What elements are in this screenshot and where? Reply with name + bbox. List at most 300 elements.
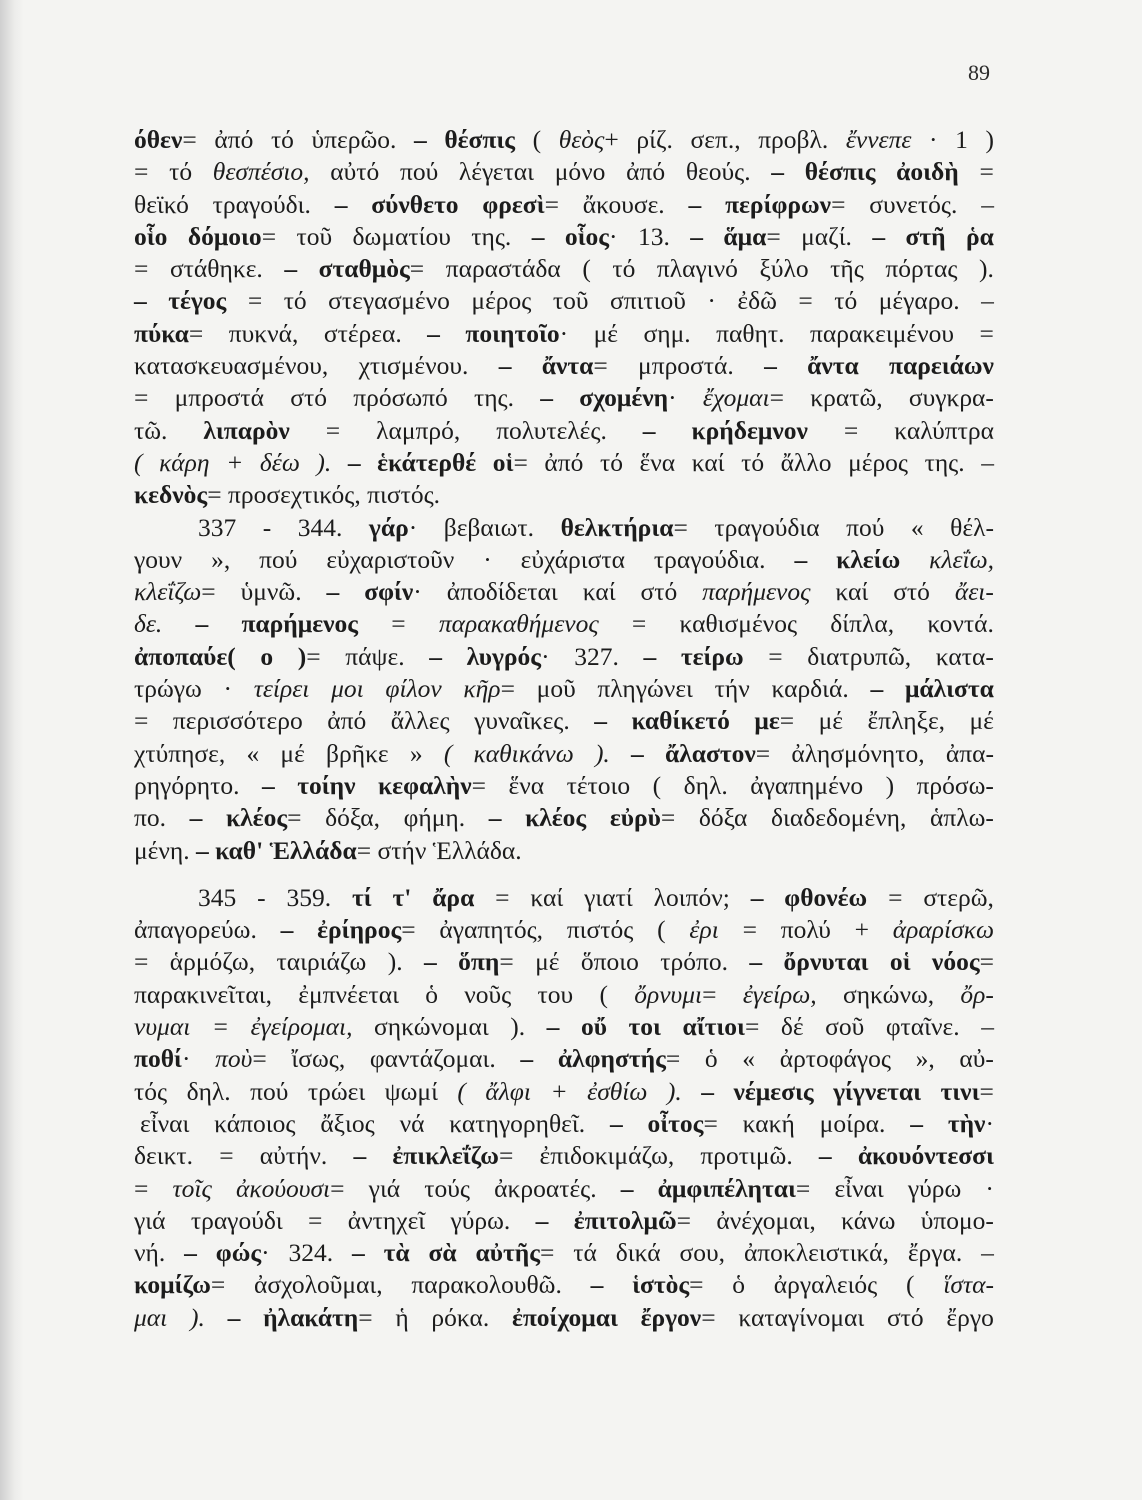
headword-fragment: –: [227, 1302, 241, 1332]
text-line: [134, 1237, 994, 1269]
headword-fragment: ἱστὸς: [632, 1270, 690, 1300]
text-fragment: =: [306, 641, 321, 671]
word: [450, 1205, 510, 1237]
text-fragment: τά: [573, 1238, 597, 1268]
word: [170, 253, 263, 285]
text-fragment: καθισμένος: [679, 609, 798, 639]
word: [890, 946, 911, 978]
headword-fragment: –: [764, 351, 777, 381]
text-fragment: δίπλα,: [830, 609, 895, 639]
word: [667, 1076, 682, 1108]
text-fragment: =: [188, 318, 204, 348]
word: [254, 673, 310, 705]
word: [917, 770, 994, 802]
text-fragment: ).: [510, 1012, 526, 1042]
text-fragment: λέγεται: [458, 157, 534, 187]
text-fragment: ἁρμόζω,: [169, 947, 256, 977]
word: [743, 914, 757, 946]
word: [447, 576, 558, 608]
word: [846, 512, 884, 544]
text-fragment: =: [495, 882, 510, 912]
text-fragment: ἀπό: [214, 125, 254, 154]
word: [805, 156, 876, 188]
word: [134, 1173, 148, 1205]
word: [378, 836, 427, 865]
word: [979, 156, 993, 188]
headword-fragment: –: [872, 221, 886, 251]
word: [791, 738, 924, 770]
word: [565, 221, 618, 253]
text-fragment: παρακινεῖται,: [134, 979, 272, 1009]
headword-fragment: –: [540, 383, 554, 413]
word: [640, 447, 676, 479]
word: [345, 641, 404, 673]
word: [981, 189, 994, 221]
paragraph-start-line: [134, 882, 994, 914]
text-fragment: παραστάδα: [445, 254, 561, 284]
text-fragment: μέ: [535, 947, 560, 977]
text-fragment: =: [498, 1141, 514, 1171]
text-fragment: πού: [250, 1076, 289, 1106]
text-fragment: =: [742, 915, 757, 945]
headword-fragment: –: [590, 1270, 604, 1300]
text-fragment: =: [703, 1108, 718, 1138]
text-fragment: ·: [261, 1238, 270, 1268]
word: [246, 738, 259, 770]
word: [496, 415, 607, 447]
word: [540, 382, 553, 414]
text-fragment: σπιτιοῦ: [609, 286, 686, 316]
word: [723, 221, 780, 253]
text-fragment: σηκώνω,: [842, 979, 935, 1009]
text-line: [134, 835, 994, 867]
headword-fragment: ὅπη: [458, 947, 500, 977]
text-fragment: ·: [483, 544, 492, 574]
text-fragment: ρίζ.: [636, 125, 673, 154]
text-fragment: καλύπτρα: [894, 415, 994, 445]
word: [489, 802, 502, 834]
word: [134, 189, 189, 221]
word: [467, 641, 550, 673]
text-fragment: =: [888, 882, 903, 912]
text-fragment: τέτοιο: [566, 770, 631, 800]
headword-fragment: κεδνὸς: [134, 480, 208, 510]
text-fragment: ὁ: [425, 979, 438, 1009]
word: [134, 156, 148, 188]
word: [376, 415, 460, 447]
headword-fragment: –: [688, 189, 702, 219]
word: [754, 705, 794, 737]
word: [319, 253, 425, 285]
word: [195, 608, 208, 640]
word: [780, 1043, 891, 1075]
word: [175, 382, 264, 414]
word: [561, 512, 688, 544]
word: [134, 447, 143, 479]
text-fragment: =: [247, 286, 263, 316]
text-fragment: θέλ-: [950, 512, 994, 542]
word: [893, 914, 994, 946]
text-fragment: τό: [270, 125, 294, 154]
text-fragment: ἀποδίδεται: [446, 577, 558, 607]
text-fragment: =: [513, 447, 528, 477]
word: [638, 350, 734, 382]
word: [979, 253, 994, 285]
text-fragment: της.: [924, 447, 965, 477]
text-fragment: =: [210, 1270, 226, 1300]
headword-fragment: –: [531, 221, 545, 251]
word: [411, 1269, 561, 1301]
word: [830, 608, 894, 640]
headword-fragment: τινι: [940, 1076, 980, 1106]
word: [908, 1173, 961, 1205]
word: [250, 1076, 288, 1108]
word: [219, 1140, 233, 1172]
word: [187, 1076, 231, 1108]
headword-fragment: τ': [392, 882, 412, 912]
headword-fragment: ποιητοῖο: [465, 318, 560, 348]
headword-fragment: –: [334, 189, 348, 219]
word: [134, 770, 240, 802]
text-fragment: κρατῶ,: [810, 383, 883, 413]
word: [959, 1043, 993, 1075]
word: [759, 253, 808, 285]
text-line: [134, 576, 994, 608]
text-fragment: ἀσχολοῦμαι,: [253, 1270, 383, 1300]
text-line: [134, 253, 994, 285]
text-line: [134, 673, 994, 705]
text-fragment: (: [652, 770, 662, 800]
text-line: [134, 1011, 994, 1043]
word: [134, 1237, 165, 1269]
text-fragment: ·: [223, 674, 233, 704]
headword-fragment: τοι: [628, 1012, 661, 1042]
word: [297, 770, 355, 802]
text-fragment: τός: [134, 1076, 168, 1106]
word: [281, 914, 294, 946]
italic-fragment: ).: [316, 447, 332, 477]
text-line: [134, 156, 994, 188]
text-fragment: =: [471, 770, 487, 800]
word: [298, 979, 399, 1011]
word: [643, 415, 656, 447]
headword-fragment: σφίν: [364, 577, 414, 607]
word: [483, 544, 492, 576]
text-fragment: μπροστά: [174, 383, 264, 413]
text-fragment: κάνω: [841, 1205, 896, 1235]
headword-fragment: καθίκετό: [631, 706, 730, 736]
word: [612, 253, 635, 285]
word: [970, 705, 994, 737]
text-fragment: στό: [640, 577, 678, 607]
text-fragment: τήν: [714, 674, 750, 704]
text-fragment: «: [742, 1044, 756, 1074]
word: [819, 705, 843, 737]
headword-fragment: –: [134, 286, 147, 316]
text-fragment: =: [401, 915, 416, 945]
text-fragment: ὑμνῶ.: [240, 577, 302, 607]
headword-fragment: –: [280, 915, 294, 945]
headword-fragment: οἷος: [564, 221, 610, 251]
text-fragment: ἐμπνέεται: [298, 979, 399, 1009]
headword-fragment: κεφαλὴν: [378, 770, 472, 800]
word: [715, 673, 750, 705]
word: [474, 738, 574, 770]
word: [841, 1205, 895, 1237]
text-line: [134, 705, 994, 737]
italic-fragment: ποὺ: [215, 1044, 253, 1074]
headword-fragment: παρειάων: [889, 351, 994, 381]
word: [241, 576, 302, 608]
word: [525, 802, 586, 834]
word: [771, 156, 784, 188]
text-line: [134, 1173, 994, 1205]
word: [168, 285, 226, 317]
word: [610, 802, 675, 834]
text-fragment: στεγασμένο: [328, 286, 450, 316]
word: [495, 882, 509, 914]
word: [547, 1011, 560, 1043]
headword-fragment: σὰ: [428, 1238, 457, 1268]
word: [820, 1108, 886, 1140]
word: [559, 124, 619, 156]
text-fragment: της.: [473, 383, 515, 413]
word: [391, 705, 450, 737]
text-fragment: τό: [612, 254, 636, 284]
italic-fragment: παρήμενος: [702, 577, 811, 607]
text-fragment: =: [134, 383, 149, 413]
word: [725, 189, 845, 221]
word: [173, 1173, 212, 1205]
text-fragment: τραγούδι: [190, 1205, 283, 1235]
headword-fragment: ἀμφιπέληται: [657, 1173, 796, 1203]
word: [385, 1076, 438, 1108]
text-fragment: ἄλλο: [780, 447, 832, 477]
italic-fragment: ἀκούουσι: [235, 1173, 331, 1203]
word: [631, 705, 729, 737]
word: [369, 1173, 401, 1205]
text-fragment: =: [593, 351, 608, 381]
word: [810, 382, 882, 414]
text-fragment: +: [854, 915, 870, 945]
text-fragment: δέ: [780, 1012, 804, 1042]
word: [716, 1205, 815, 1237]
text-fragment: «: [910, 512, 924, 542]
italic-fragment: κάρη: [159, 447, 210, 477]
word: [196, 836, 209, 865]
text-line: [134, 382, 994, 414]
text-fragment: καί: [835, 577, 869, 607]
word: [567, 914, 634, 946]
text-fragment: ·: [559, 318, 569, 348]
word: [700, 1140, 792, 1172]
word: [134, 253, 148, 285]
text-fragment: τοῦ: [552, 286, 589, 316]
word: [474, 705, 570, 737]
word: [327, 705, 366, 737]
text-fragment: »: [409, 738, 423, 768]
word: [955, 124, 968, 156]
word: [312, 124, 397, 156]
text-fragment: =: [755, 738, 771, 768]
headword-fragment: αὐτῆς: [475, 1238, 540, 1268]
text-fragment: βρῆκε: [326, 738, 389, 768]
headword-fragment: γίγνεται: [833, 1076, 922, 1106]
text-fragment: πόρτας: [885, 254, 958, 284]
headword-fragment: ἐρίηρος: [317, 915, 402, 945]
word: [980, 318, 994, 350]
text-fragment: =: [665, 1044, 681, 1074]
word: [834, 285, 857, 317]
word: [872, 221, 885, 253]
italic-fragment: τοῖς: [172, 1173, 212, 1203]
text-fragment: τραγούδια.: [653, 544, 766, 574]
headword-fragment: –: [631, 738, 644, 768]
text-fragment: σηκώνομαι: [374, 1012, 489, 1042]
word: [583, 189, 665, 221]
word: [644, 318, 691, 350]
text-fragment: πού: [846, 512, 885, 542]
text-fragment: =: [979, 318, 994, 348]
word: [868, 705, 946, 737]
word: [558, 1043, 680, 1075]
word: [699, 802, 748, 834]
word: [444, 124, 515, 156]
word: [214, 124, 253, 156]
word: [807, 350, 859, 382]
word: [493, 447, 528, 479]
word: [834, 1173, 883, 1205]
word: [784, 946, 869, 978]
text-fragment: τοῦ: [296, 221, 333, 251]
word: [583, 576, 616, 608]
italic-fragment: ἐγείρω,: [742, 979, 817, 1009]
word: [641, 1302, 716, 1334]
text-fragment: φήμη.: [403, 803, 466, 833]
text-fragment: φαντάζομαι.: [369, 1044, 496, 1074]
headword-fragment: σχομένη: [579, 383, 669, 413]
word: [960, 979, 993, 1011]
word: [134, 1076, 167, 1108]
word: [134, 836, 190, 865]
word: [485, 1076, 531, 1108]
word: [929, 544, 994, 576]
word: [190, 802, 203, 834]
word: [950, 512, 994, 544]
word: [537, 673, 576, 705]
word: [911, 512, 924, 544]
headword-fragment: φθονέω: [784, 882, 868, 912]
word: [296, 221, 332, 253]
text-fragment: ὁ: [732, 1270, 746, 1300]
text-fragment: ·: [985, 1108, 994, 1138]
word: [286, 882, 331, 914]
headword-fragment: –: [794, 544, 808, 574]
text-fragment: τραγούδια: [714, 512, 820, 542]
text-fragment: =: [689, 1270, 704, 1300]
text-fragment: 337: [198, 512, 237, 542]
word: [392, 1140, 513, 1172]
headword-fragment: –: [498, 351, 512, 381]
word: [378, 770, 486, 802]
headword-fragment: όθεν: [134, 125, 183, 154]
text-fragment: εἶναι: [140, 1108, 190, 1138]
text-fragment: –: [981, 1012, 994, 1042]
headword-fragment: –: [195, 609, 209, 639]
text-fragment: μέ: [969, 706, 994, 736]
word: [134, 576, 216, 608]
text-fragment: ἀπα-: [945, 738, 994, 768]
text-line: [134, 1302, 994, 1334]
text-fragment: =: [308, 1205, 323, 1235]
word: [542, 350, 608, 382]
text-fragment: πο.: [134, 803, 166, 833]
italic-fragment: καθικάνω: [473, 738, 574, 768]
word: [134, 673, 202, 705]
word: [424, 1173, 470, 1205]
text-fragment: ὑπερῶο.: [311, 125, 397, 154]
text-fragment: =: [631, 609, 647, 639]
italic-fragment: ἵστα-: [943, 1270, 994, 1300]
word: [594, 318, 618, 350]
word: [553, 285, 589, 317]
word: [870, 673, 883, 705]
text-fragment: του: [537, 979, 574, 1009]
word: [134, 1043, 190, 1075]
text-fragment: =: [673, 512, 688, 542]
text-fragment: μένη.: [134, 835, 190, 865]
word: [134, 382, 148, 414]
word: [458, 946, 514, 978]
word: [638, 221, 670, 253]
text-fragment: τρόπο.: [660, 947, 729, 977]
word: [134, 285, 147, 317]
word: [758, 124, 828, 156]
text-fragment: 13.: [637, 221, 670, 251]
headword-fragment: κλείω: [836, 544, 901, 574]
headword-fragment: –: [701, 1076, 714, 1106]
word: [404, 802, 465, 834]
text-fragment: αὐ-: [959, 1044, 994, 1074]
text-fragment: μέ: [280, 738, 305, 768]
text-fragment: στήν: [377, 835, 427, 865]
text-fragment: σοῦ: [825, 1012, 865, 1042]
word: [499, 350, 512, 382]
word: [807, 641, 911, 673]
text-fragment: τρώει: [307, 1076, 366, 1106]
word: [781, 447, 832, 479]
text-fragment: (: [582, 254, 591, 284]
word: [190, 1302, 205, 1334]
word: [520, 1043, 533, 1075]
headword-fragment: οἷο: [134, 221, 168, 251]
text-fragment: ρόκα.: [431, 1302, 490, 1332]
text-fragment: περισσότερο: [172, 706, 303, 736]
word: [981, 1237, 994, 1269]
headword-fragment: ἄντα: [807, 351, 859, 381]
word: [946, 738, 994, 770]
italic-fragment: ).: [594, 738, 610, 768]
text-fragment: γουν: [134, 544, 183, 574]
text-fragment: τό: [169, 157, 193, 187]
headword-fragment: –: [620, 1173, 634, 1203]
text-fragment: 359.: [286, 882, 332, 912]
headword-fragment: οἶτος: [647, 1108, 704, 1138]
word: [371, 189, 458, 221]
text-fragment: εὐχαριστοῦν: [326, 544, 455, 574]
headword-fragment: –: [690, 221, 703, 251]
word: [825, 1011, 864, 1043]
